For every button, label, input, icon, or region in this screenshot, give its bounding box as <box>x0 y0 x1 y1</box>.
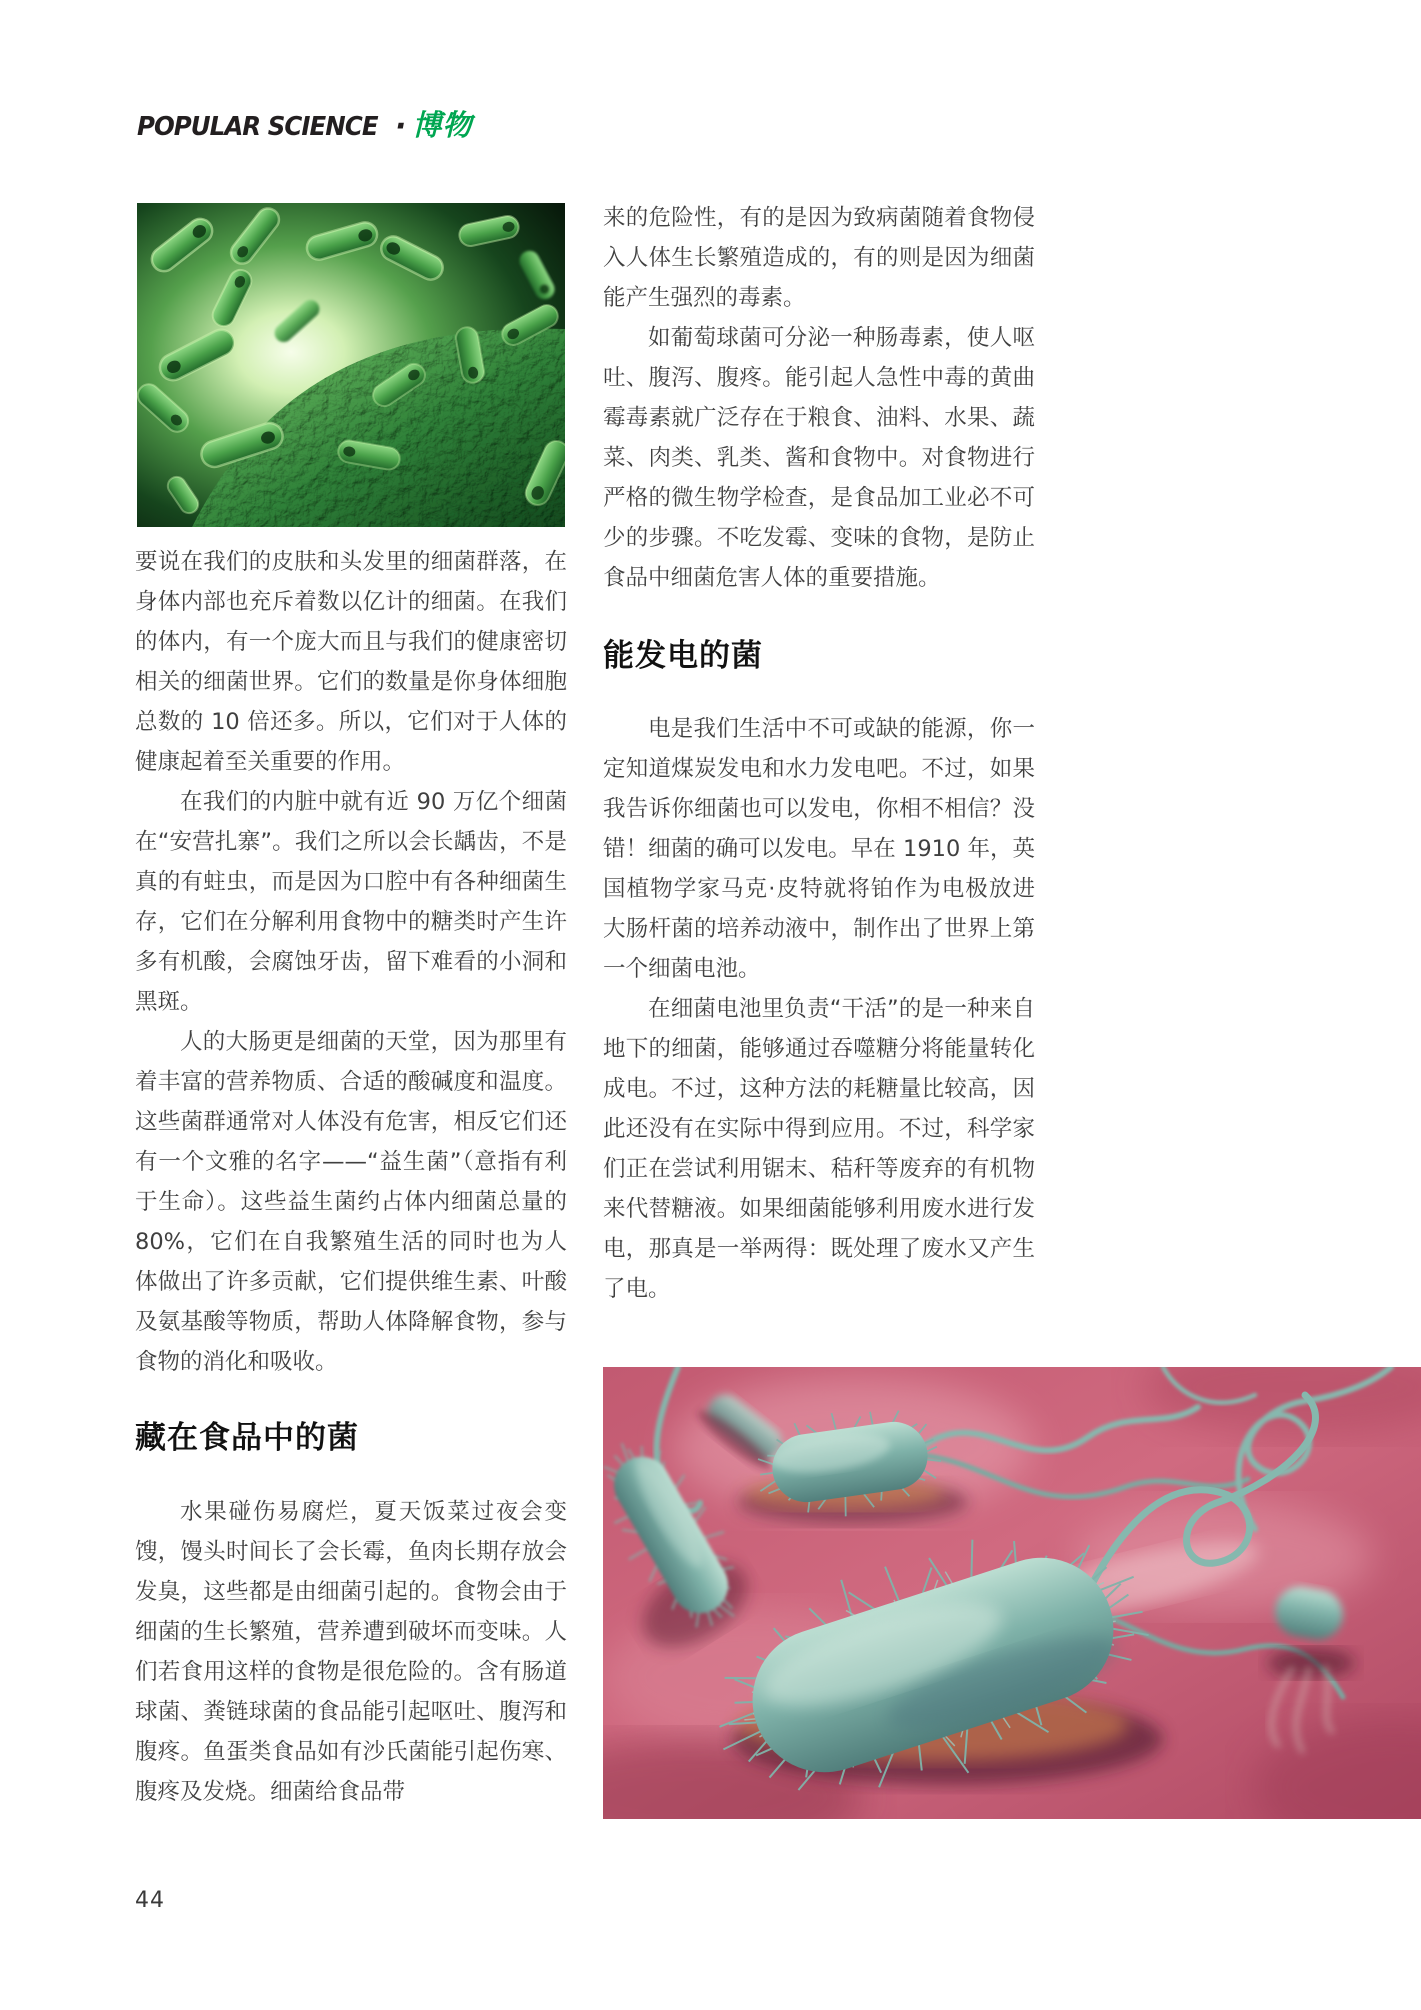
green-bacteria-illustration <box>137 203 565 527</box>
green-bacteria-image <box>137 203 565 527</box>
paragraph-food-spoilage: 水果碰伤易腐烂，夏天饭菜过夜会变馊，馒头时间长了会长霉，鱼肉长期存放会发臭，这些都是由细菌引起的。食物会由于细菌的生长繁殖，营养遭到破坏而变味。人们若食用这样的食物是很危险的。含有肠道球菌、粪链球菌的食品能引起呕吐、腹泻和腹疼。鱼蛋类食品如有沙氏菌能引起伤寒、腹疼及发烧。细菌给食品带 <box>135 1499 567 1805</box>
page-number: 44 <box>135 1888 165 1913</box>
pink-bacteria-image <box>603 1367 1421 1819</box>
paragraph-toxins: 如葡萄球菌可分泌一种肠毒素，使人呕吐、腹泻、腹疼。能引起人急性中毒的黄曲霉毒素就广泛存在于粮食、油料、水果、蔬菜、肉类、乳类、酱和食物中。对食物进行严格的微生物学检查，是食品加工业必不可少的步骤。不吃发霉、变味的食物，是防止食品中细菌危害人体的重要措施。 <box>603 325 1035 591</box>
right-column <box>603 198 1035 1309</box>
paragraph-food-danger: 来的危险性，有的是因为致病菌随着食物侵入人体生长繁殖造成的，有的则是因为细菌能产生强烈的毒素。 <box>603 205 1035 311</box>
paragraph-intro-skin: 要说在我们的皮肤和头发里的细菌群落，在身体内部也充斥着数以亿计的细菌。在我们的体内，有一个庞大而且与我们的健康密切相关的细菌世界。它们的数量是你身体细胞总数的 10 倍还多。所以，它们对于人体的健康起着至关重要的作用。 <box>135 549 567 775</box>
left-column <box>135 542 567 1812</box>
paragraph-probiotics: 人的大肠更是细菌的天堂，因为那里有着丰富的营养物质、合适的酸碱度和温度。这些菌群通常对人体没有危害，相反它们还有一个文雅的名字——“益生菌”（意指有利于生命）。这些益生菌约占体内细菌总量的 80%，它们在自我繁殖生活的同时也为人体做出了许多贡献，它们提供维生素、叶酸及氨基酸等物质，帮助人体降解食物，参与食物的消化和吸收。 <box>135 1029 567 1375</box>
magazine-brand: POPULAR SCIENCE <box>137 112 378 142</box>
ecoli-bacteria-illustration <box>603 1367 1421 1819</box>
section-heading-electric-bacteria: 能发电的菌 <box>603 638 763 674</box>
section-heading-food-bacteria: 藏在食品中的菌 <box>135 1420 359 1456</box>
paragraph-battery-application: 在细菌电池里负责“干活”的是一种来自地下的细菌，能够通过吞噬糖分将能量转化成电。不过，这种方法的耗糖量比较高，因此还没有在实际中得到应用。不过，科学家们正在尝试利用锯末、秸秆等废弃的有机物来代替糖液。如果细菌能够利用废水进行发电，那真是一举两得：既处理了废水又产生了电。 <box>603 996 1035 1302</box>
page-header <box>137 103 472 144</box>
header-separator-dot: · <box>394 109 407 144</box>
paragraph-gut-bacteria: 在我们的内脏中就有近 90 万亿个细菌在“安营扎寨”。我们之所以会长龋齿，不是真的有蛀虫，而是因为口腔中有各种细菌生存，它们在分解利用食物中的糖类时产生许多有机酸，会腐蚀牙齿，留下难看的小洞和黑斑。 <box>135 789 567 1015</box>
paragraph-bacteria-battery: 电是我们生活中不可或缺的能源，你一定知道煤炭发电和水力发电吧。不过，如果我告诉你细菌也可以发电，你相不相信？没错！细菌的确可以发电。早在 1910 年，英国植物学家马克·皮特就将铂作为电极放进大肠杆菌的培养动液中，制作出了世界上第一个细菌电池。 <box>603 716 1035 982</box>
magazine-section-name: 博物 <box>412 108 473 142</box>
